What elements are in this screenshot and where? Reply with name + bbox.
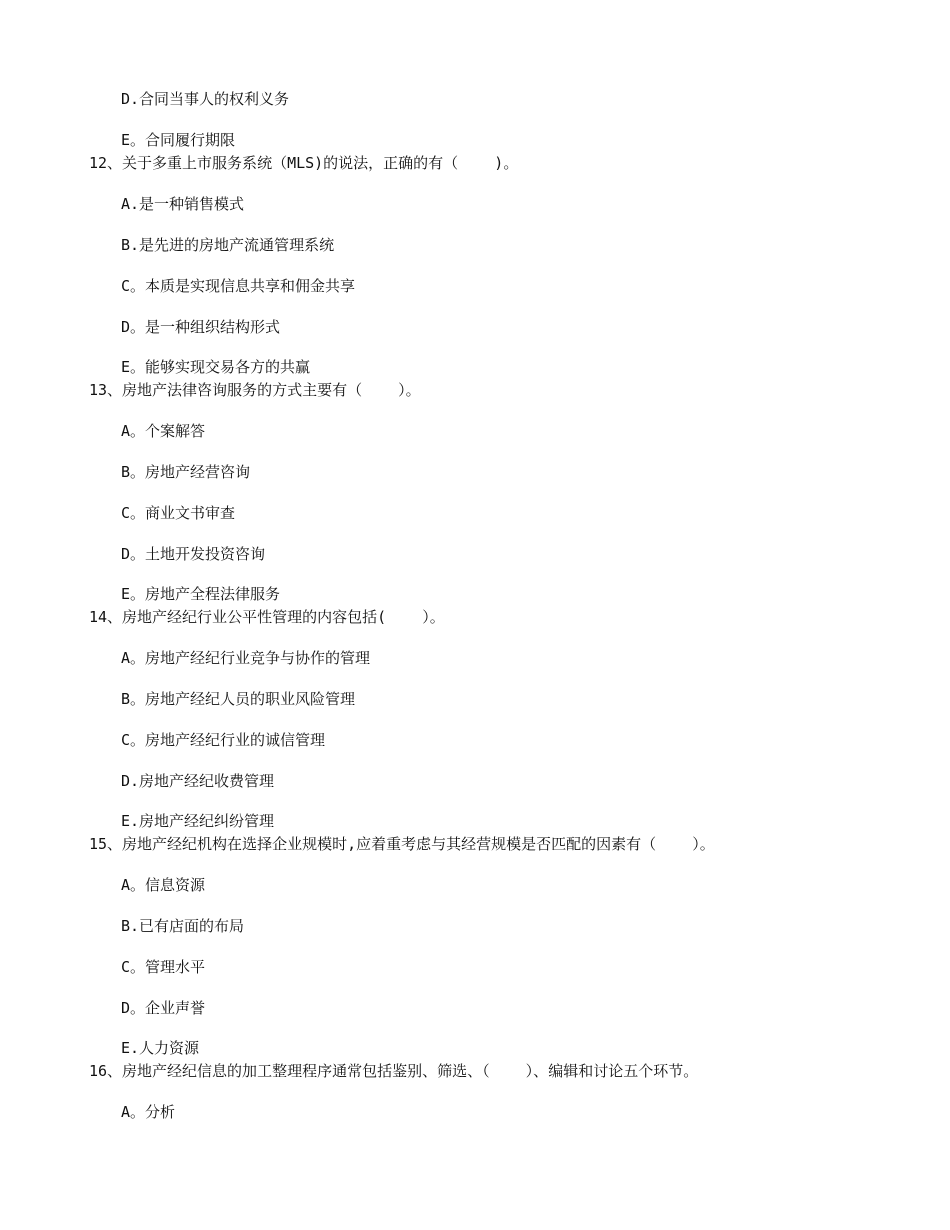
option-b: B.是先进的房地产流通管理系统 bbox=[121, 236, 335, 254]
option-e: E。房地产全程法律服务 bbox=[121, 585, 281, 603]
option-a: A.是一种销售模式 bbox=[121, 195, 245, 213]
option-e: E.人力资源 bbox=[121, 1039, 200, 1057]
option-e: E。合同履行期限 bbox=[121, 131, 236, 149]
option-a: A。房地产经纪行业竞争与协作的管理 bbox=[121, 649, 371, 667]
option-c: C。管理水平 bbox=[121, 958, 206, 976]
question-14: 14、房地产经纪行业公平性管理的内容包括( ）。 bbox=[89, 608, 445, 626]
option-b: B。房地产经营咨询 bbox=[121, 463, 251, 481]
option-d: D.房地产经纪收费管理 bbox=[121, 772, 275, 790]
option-a: A。信息资源 bbox=[121, 876, 206, 894]
option-c: C。本质是实现信息共享和佣金共享 bbox=[121, 277, 356, 295]
question-15: 15、房地产经纪机构在选择企业规模时,应着重考虑与其经营规模是否匹配的因素有（ ）。 bbox=[89, 835, 715, 853]
option-a: A。个案解答 bbox=[121, 422, 206, 440]
option-e: E.房地产经纪纠纷管理 bbox=[121, 812, 275, 830]
question-16: 16、房地产经纪信息的加工整理程序通常包括鉴别、筛选、（ ）、编辑和讨论五个环节。 bbox=[89, 1062, 699, 1080]
option-d: D。企业声誉 bbox=[121, 999, 206, 1017]
question-12: 12、关于多重上市服务系统（MLS)的说法，正确的有（ )。 bbox=[89, 154, 519, 172]
option-b: B.已有店面的布局 bbox=[121, 917, 245, 935]
option-d: D。是一种组织结构形式 bbox=[121, 318, 281, 336]
question-13: 13、房地产法律咨询服务的方式主要有（ ）。 bbox=[89, 381, 421, 399]
option-e: E。能够实现交易各方的共赢 bbox=[121, 358, 311, 376]
option-b: B。房地产经纪人员的职业风险管理 bbox=[121, 690, 356, 708]
option-c: C。房地产经纪行业的诚信管理 bbox=[121, 731, 326, 749]
option-c: C。商业文书审查 bbox=[121, 504, 236, 522]
option-d: D.合同当事人的权利义务 bbox=[121, 90, 290, 108]
option-d: D。土地开发投资咨询 bbox=[121, 545, 266, 563]
option-a: A。分析 bbox=[121, 1103, 176, 1121]
